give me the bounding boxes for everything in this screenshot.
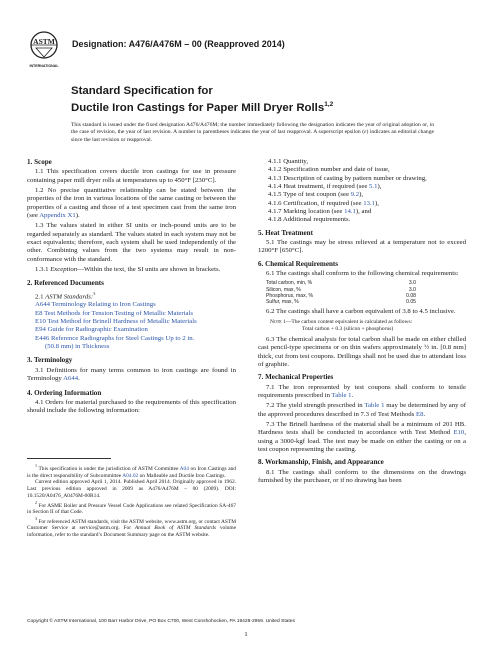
ordering-list — [258, 158, 466, 225]
paragraph-1-3-1: 1.3.1 Exception—Within the text, the SI units are shown in brackets. — [35, 266, 221, 274]
section-heading-scope: 1. Scope — [27, 158, 52, 166]
reference-item[interactable]: E446 Reference Radiographs for Steel Castings Up to 2 in. — [35, 334, 195, 342]
table-cell: 0.08 — [406, 293, 416, 300]
paragraph-5-1: 5.1 The castings may be stress relieved at a temperature not to exceed 1200°F [650°C]. — [258, 239, 466, 255]
table-cell: Silicon, max, % — [266, 286, 301, 293]
list-item: 4.1.4 Heat treatment, if required (see 5.1), — [268, 183, 382, 191]
page-number: 1 — [244, 631, 248, 638]
table-cell: Sulfur, max, % — [266, 299, 299, 306]
table-1-link[interactable]: Table 1 — [364, 402, 385, 410]
reference-item[interactable]: E8 Test Methods for Tension Testing of Metallic Materials — [35, 309, 193, 317]
reference-list — [27, 301, 236, 351]
table-cell: Total carbon, min, % — [266, 280, 313, 287]
list-item: 4.1.8 Additional requirements. — [268, 216, 351, 224]
section-9-2-link[interactable]: 9.2 — [350, 191, 360, 199]
paragraph-7-2: 7.2 The yield strength prescribed in Table 1 may be determined by any of the approved procedures described in 7.3 of Test Methods E8. — [258, 402, 466, 418]
appendix-x1-link[interactable]: Appendix X1 — [39, 212, 76, 220]
e8-link[interactable]: E8 — [416, 410, 424, 418]
table-cell: 0.05 — [406, 299, 416, 306]
title-line-2: Ductile Iron Castings for Paper Mill Dryer Rolls$^{1,2}$ — [71, 101, 334, 114]
svg-text:ASTM: ASTM — [33, 37, 55, 46]
list-item: 4.1.6 Certification, if required (see 13.1), — [268, 199, 379, 207]
footnote-2: $^2$ For ASME Boiler and Pressure Vessel Code Applications see related Specification SA-467 in Section II of that Code. — [27, 499, 236, 516]
section-heading-heat-treatment: 5. Heat Treatment — [258, 228, 313, 237]
section-heading-ordering: 4. Ordering Information — [27, 388, 102, 397]
table-row — [266, 299, 416, 305]
paragraph-1-1: 1.1 This specification covers ductile iron castings for use in pressure containing paper mill dryer rolls at temperatures up to 450°F [230°C]. — [27, 168, 236, 184]
chemical-requirements-table — [266, 280, 416, 305]
paragraph-6-1: 6.1 The castings shall conform to the following chemical requirements: — [266, 270, 459, 278]
a644-link[interactable]: A644 — [63, 375, 79, 383]
list-item: 4.1.5 Type of test coupon (see 9.2), — [268, 191, 364, 199]
note-1: Note 1—The carbon content equivalent is calculated as follows: — [270, 319, 413, 325]
left-column — [27, 158, 236, 416]
table-cell: 3.0 — [408, 286, 416, 293]
reference-item[interactable]: A644 Terminology Relating to Iron Castings — [35, 301, 156, 309]
svg-text:INTERNATIONAL: INTERNATIONAL — [29, 64, 59, 68]
section-heading-terminology: 3. Terminology — [27, 356, 73, 365]
title-superscript: 1,2 — [324, 101, 334, 108]
reference-item[interactable]: E94 Guide for Radiographic Examination — [35, 326, 148, 334]
designation: Designation: A476/A476M – 00 (Reapproved 2014) — [72, 39, 285, 49]
paragraph-8-1: 8.1 The castings shall conform to the dimensions on the drawings furnished by the purchaser, or if no drawing has been — [258, 468, 466, 485]
table-cell: Phosphorus, max, % — [266, 293, 313, 300]
standard-title — [71, 84, 431, 115]
copyright-notice: Copyright © ASTM International, 100 Barr Harbor Drive, PO Box C700, West Conshohocken, PA 19428-2959. United States — [27, 619, 295, 624]
issuance-notice: This standard is issued under the fixed designation A476/A476M; the number immediately following the designation indicates the year of original adoption or, in the case of revision, the year of last revision. A number in parentheses indicates the year of last reapproval. A superscript epsilon (ε) indicates an editorial change since the last revision or reapproval. — [71, 122, 434, 143]
footnote-3: $^3$ For referenced ASTM standards, visit the ASTM website, www.astm.org, or contact ASTM Customer Service at service@astm.org. For Annual Book of ASTM Standards volume information, refer to the standard’s Document Summary page on the ASTM website. — [27, 515, 236, 539]
paragraph-7-3: 7.3 The Brinell hardness of the material shall be a minimum of 201 HB. Hardness tests shall be conducted in accordance with Test Method E10, using a 3000-kgf load. The test may be made on either the casting or on a test coupon representing the casting. — [258, 421, 466, 454]
section-14-1-link[interactable]: 14.1 — [344, 208, 356, 216]
right-column — [258, 158, 466, 486]
paragraph-7-1: 7.1 The iron represented by test coupons shall conform to tensile requirements prescribed in Table 1. — [258, 383, 466, 400]
list-item: 4.1.2 Specification number and date of issue, — [268, 166, 390, 174]
paragraph-1-2: 1.2 No precise quantitative relationship can be stated between the properties of the iron in various locations of the same casting or between the properties of a casting and those of a test specimen cast from the same iron (see Appendix X1). — [27, 187, 236, 220]
section-heading-referenced-documents: 2. Referenced Documents — [27, 279, 104, 288]
paragraph-1-3: 1.3 The values stated in either SI units or inch-pound units are to be regarded separately as standard. The values stated in each system may not be exact equivalents; therefore, each system shall be used independently of the other. Combining values from the two systems may result in non-conformance with the standard. — [27, 222, 236, 263]
list-item: 4.1.3 Description of casting by pattern number or drawing, — [268, 174, 427, 182]
section-heading-workmanship: 8. Workmanship, Finish, and Appearance — [258, 458, 384, 467]
carbon-equivalent-formula: Total carbon + 0.3 (silicon + phosphorus) — [302, 326, 394, 332]
footnote-divider — [27, 458, 111, 459]
committee-a04-link[interactable]: A04 — [179, 465, 189, 472]
footnote-edition: Current edition approved April 1, 2014. Published April 2014. Originally approved in 1962. Last previous edition approved in 2009 as A476/A476M – 00 (2009). DOI: 10.1520/A0476_A0476M-00R14. — [27, 479, 236, 499]
paragraph-6-3: 6.3 The chemical analysis for total carbon shall be made on either chilled cast pencil-type specimens or on thin wafers approximately ½ in. [0.8 mm] thick, cut from test coupons. Drillings shall not be used due to attendant loss of graphite. — [258, 336, 466, 369]
list-item: 4.1.7 Marking location (see 14.1), and — [268, 208, 372, 216]
astm-standards-subheading: 2.1 ASTM Standards:$^3$ — [35, 290, 96, 301]
title-line-1: Standard Specification for — [71, 85, 213, 97]
astm-logo-icon — [27, 30, 61, 70]
paragraph-6-2: 6.2 The castings shall have a carbon equivalent of 3.8 to 4.5 inclusive. — [266, 307, 456, 315]
list-item: 4.1.1 Quantity, — [268, 158, 309, 165]
reference-item-continuation[interactable]: (50.8 mm) in Thickness — [45, 343, 110, 351]
paragraph-3-1: 3.1 Definitions for many terms common to iron castings are found in Terminology A644. — [27, 366, 236, 383]
e10-link[interactable]: E10 — [453, 429, 465, 437]
footnotes — [27, 463, 236, 539]
footnote-1: $^1$ This specification is under the jurisdiction of ASTM Committee A04 on Iron Castings and is the direct responsibility of Subcommittee A04.02 on Malleable and Ductile Iron Castings. — [27, 463, 236, 479]
paragraph-4-1: 4.1 Orders for material purchased to the requirements of this specification should include the following information: — [27, 398, 236, 415]
section-13-1-link[interactable]: 13.1 — [363, 199, 376, 207]
reference-item[interactable]: E10 Test Method for Brinell Hardness of Metallic Materials — [35, 318, 197, 326]
section-heading-mechanical: 7. Mechanical Properties — [258, 373, 334, 382]
subcommittee-a04-02-link[interactable]: A04.02 — [122, 472, 139, 479]
section-5-1-link[interactable]: 5.1 — [369, 183, 378, 191]
table-1-link[interactable]: Table 1 — [331, 392, 352, 400]
section-heading-chemical: 6. Chemical Requirements — [258, 259, 339, 268]
table-cell: 3.0 — [408, 280, 416, 287]
